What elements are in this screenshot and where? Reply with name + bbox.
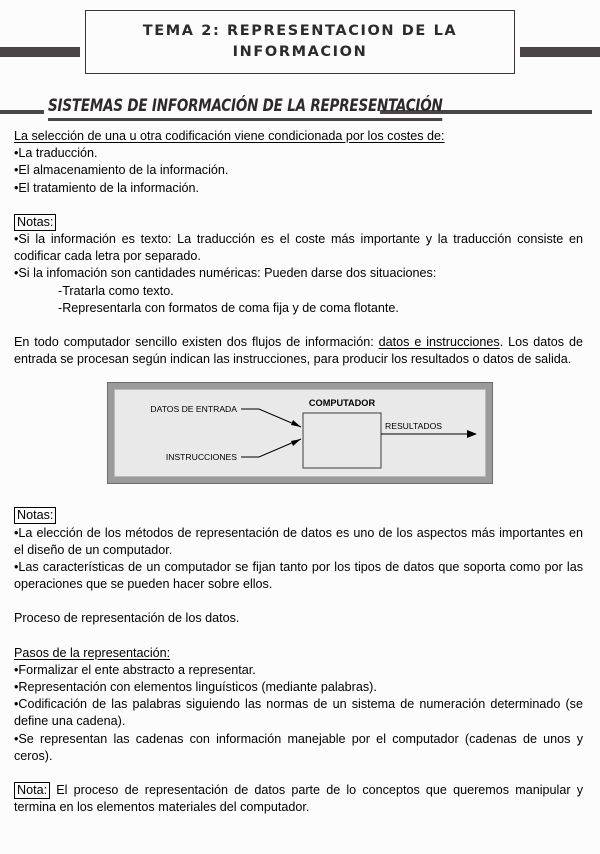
proceso-line: Proceso de representación de los datos. [14, 611, 240, 626]
notas-2-label-row [14, 507, 583, 524]
spacer [14, 317, 583, 334]
flujos-emphasis: datos e instrucciones [378, 335, 500, 350]
intro-heading: La selección de una u otra codificación viene condicionada por los costes de: [14, 129, 445, 143]
section-header [0, 94, 600, 128]
title-rule-left [0, 47, 80, 57]
diagram-container [0, 382, 600, 484]
diagram-instructions-label: INSTRUCCIONES [165, 452, 237, 463]
flujos-text-before: En todo computador sencillo existen dos flujos de información: [14, 335, 379, 350]
spacer [14, 628, 583, 645]
section-header-label: SISTEMAS DE INFORMACIÓN DE LA REPRESENTACIÓN [48, 96, 443, 121]
notas-2-bullet-2: •Las características de un computador se fijan tanto por los tipos de datos que soporta como por las operaciones que se pueden hacer sobre ellos. [14, 560, 583, 592]
notas-1-label: Notas: [14, 214, 56, 231]
notas-1-subbullet-1: -Tratarla como texto. [58, 283, 174, 298]
document-body [0, 128, 600, 368]
section-rule-left [0, 110, 44, 114]
diagram-results-label: RESULTADOS [385, 421, 442, 432]
notas-1-bullet-1: •Si la información es texto: La traducción es el coste más importante y la traducción consiste en codificar cada letra por separado. [14, 232, 583, 264]
page-title: TEMA 2: REPRESENTACION DE LA INFORMACION [142, 23, 458, 60]
intro-bullet-2: •El almacenamiento de la información. [14, 163, 229, 178]
notas-1-bullet-2: •Si la infomación son cantidades numéricas: Pueden darse dos situaciones: [14, 266, 437, 281]
notas-1-subbullet-2: -Representarla con formatos de coma fija y de coma flotante. [58, 300, 399, 315]
intro-bullet-3: •El tratamiento de la información. [14, 180, 200, 195]
pasos-heading: Pasos de la representación: [14, 645, 171, 660]
computer-box [303, 413, 381, 468]
pasos-bullet-1: •Formalizar el ente abstracto a representar. [14, 662, 256, 677]
pasos-bullet-3: •Codificación de las palabras siguiendo las normas de un sistema de numeración determinado (se define una cadena). [14, 697, 583, 729]
notas-1-label-row [14, 214, 583, 231]
title-box [85, 10, 515, 74]
notas-2-label: Notas: [14, 507, 56, 524]
title-rule-right [520, 47, 600, 57]
nota-final-label: Nota: [14, 782, 50, 799]
title-banner [0, 6, 600, 84]
flujos-text-after: . Los datos de entrada se procesan según indican las instrucciones, para producir los resultados o datos de salida. [14, 335, 584, 367]
spacer [14, 197, 583, 214]
pasos-bullet-4: •Se representan las cadenas con información manejable por el computador (cadenas de unos y ceros). [14, 731, 583, 763]
diagram-canvas [114, 389, 486, 477]
arrow-resultados [381, 430, 477, 438]
spacer [14, 765, 583, 782]
spacer [14, 593, 583, 610]
notas-2-bullet-1: •La elección de los métodos de representación de datos es uno de los aspectos más importantes en el diseño de un computador. [14, 525, 583, 557]
diagram-input-label: DATOS DE ENTRADA [150, 404, 237, 415]
diagram-computer-label: COMPUTADOR [308, 398, 376, 409]
pasos-bullet-2: •Representación con elementos linguísticos (mediante palabras). [14, 680, 377, 695]
arrow-datos-entrada [241, 409, 301, 427]
flujos-paragraph [14, 334, 583, 368]
document-body-lower [0, 507, 600, 816]
nota-final-text: El proceso de representación de datos parte de lo conceptos que queremos manipular y termina en los elementos materiales del computador. [14, 783, 583, 815]
arrow-instrucciones [241, 439, 301, 457]
diagram-svg [115, 390, 487, 478]
nota-final-paragraph [14, 782, 583, 816]
intro-bullet-1: •La traducción. [14, 146, 98, 161]
diagram-frame [107, 382, 493, 484]
